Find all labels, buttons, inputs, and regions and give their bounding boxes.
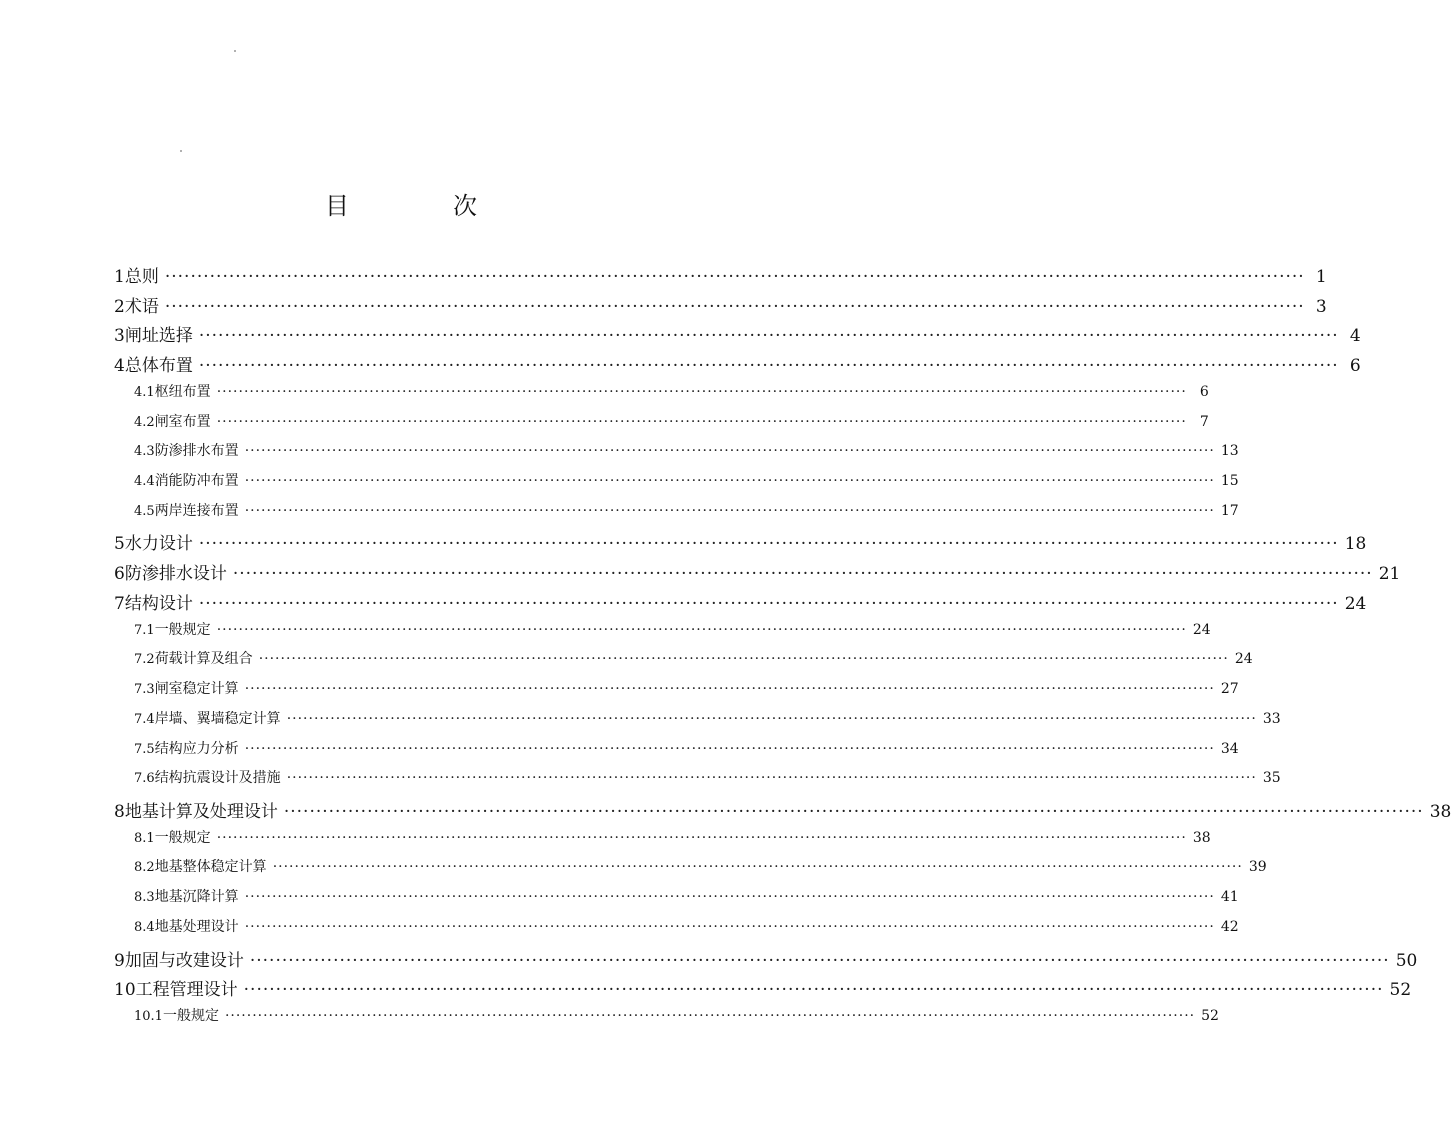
- toc-entry[interactable]: [114, 589, 1367, 619]
- toc-entry-title: 防渗排水布置: [154, 443, 239, 460]
- dot-leader: [199, 594, 1339, 614]
- toc-entry-number: 8.3: [134, 890, 155, 906]
- toc-entry-number: 10: [114, 980, 136, 1001]
- toc-entry-page: 35: [1262, 770, 1281, 787]
- toc-entry[interactable]: [114, 500, 1239, 530]
- toc-entry[interactable]: [114, 351, 1361, 381]
- toc-entry-page: 4: [1349, 326, 1361, 347]
- toc-entry-title: 地基沉降计算: [154, 889, 239, 906]
- toc-entry-page: 33: [1262, 710, 1281, 727]
- toc-entry-title: 两岸连接布置: [154, 502, 239, 519]
- toc-entry[interactable]: [114, 797, 1451, 827]
- toc-entry-title: 防渗排水设计: [124, 564, 227, 585]
- dot-leader: [250, 951, 1390, 971]
- dot-leader: [199, 534, 1339, 554]
- dot-leader: [245, 919, 1215, 935]
- toc-entry-title: 加固与改建设计: [124, 950, 244, 971]
- toc-entry-title: 一般规定: [154, 829, 211, 846]
- toc-entry-page: 34: [1220, 740, 1239, 757]
- toc-entry-page: 38: [1192, 829, 1211, 846]
- dot-leader: [225, 1008, 1195, 1024]
- toc-entry-number: 7.4: [134, 711, 155, 727]
- toc-entry[interactable]: [114, 529, 1367, 559]
- toc-entry-number: 8.1: [134, 830, 155, 846]
- dot-leader: [244, 980, 1384, 1000]
- dot-leader: [245, 889, 1215, 905]
- toc-entry-page: 6: [1199, 383, 1209, 400]
- toc-entry-title: 地基整体稳定计算: [154, 859, 267, 876]
- dot-leader: [245, 443, 1215, 459]
- toc-entry-title: 岸墙、翼墙稳定计算: [154, 710, 281, 727]
- toc-entry-number: 8: [114, 801, 125, 822]
- toc-entry[interactable]: [114, 411, 1209, 441]
- toc-entry[interactable]: [114, 559, 1401, 589]
- toc-entry-page: 6: [1349, 356, 1361, 377]
- toc-entry-title: 结构抗震设计及措施: [154, 770, 281, 787]
- page-title: 目 次: [325, 192, 517, 220]
- toc-entry-number: 8.2: [134, 860, 155, 876]
- toc-entry[interactable]: [114, 470, 1239, 500]
- dot-leader: [199, 356, 1339, 376]
- dot-leader: [273, 859, 1243, 875]
- toc-entry-number: 8.4: [134, 919, 155, 935]
- dot-leader: [287, 711, 1257, 727]
- toc-entry-page: 41: [1220, 889, 1239, 906]
- toc-entry[interactable]: [114, 262, 1327, 292]
- dot-leader: [245, 503, 1215, 519]
- toc-entry-number: 2: [114, 296, 125, 317]
- dot-leader: [245, 681, 1215, 697]
- toc-entry-page: 21: [1378, 564, 1401, 585]
- dot-leader: [217, 414, 1187, 430]
- table-of-contents: [114, 262, 1451, 1035]
- speck-mark: [234, 50, 236, 52]
- toc-entry-number: 10.1: [134, 1008, 163, 1024]
- toc-entry[interactable]: [114, 678, 1239, 708]
- dot-leader: [165, 267, 1305, 287]
- toc-entry-title: 水力设计: [124, 534, 193, 555]
- toc-entry-page: 27: [1220, 681, 1239, 698]
- toc-entry[interactable]: [114, 1005, 1219, 1035]
- toc-entry-title: 枢纽布置: [154, 383, 211, 400]
- toc-entry-title: 一般规定: [154, 621, 211, 638]
- toc-entry-title: 总则: [124, 267, 159, 287]
- dot-leader: [259, 651, 1229, 667]
- toc-entry-page: 24: [1192, 621, 1211, 638]
- toc-entry-page: 52: [1389, 980, 1412, 1001]
- toc-entry[interactable]: [114, 886, 1239, 916]
- toc-entry-number: 7.2: [134, 652, 155, 668]
- toc-entry-page: 50: [1395, 950, 1418, 971]
- toc-entry-title: 工程管理设计: [135, 980, 238, 1001]
- toc-entry-title: 地基处理设计: [154, 918, 239, 935]
- toc-entry-number: 4.3: [134, 444, 155, 460]
- dot-leader: [217, 830, 1187, 846]
- toc-entry-title: 闸室布置: [154, 413, 211, 430]
- toc-entry[interactable]: [114, 916, 1239, 946]
- speck-mark: [180, 150, 182, 152]
- dot-leader: [245, 473, 1215, 489]
- toc-entry-page: 7: [1199, 413, 1209, 430]
- toc-entry-number: 3: [114, 326, 125, 347]
- toc-entry[interactable]: [114, 321, 1361, 351]
- dot-leader: [165, 297, 1305, 317]
- toc-entry-number: 4.2: [134, 414, 155, 430]
- toc-entry-number: 5: [114, 534, 125, 555]
- toc-entry-number: 6: [114, 564, 125, 585]
- toc-entry-page: 13: [1220, 443, 1239, 460]
- toc-entry[interactable]: [114, 975, 1412, 1005]
- toc-entry-title: 地基计算及处理设计: [124, 801, 278, 822]
- toc-entry-number: 7: [114, 593, 125, 614]
- toc-entry-page: 52: [1201, 1007, 1219, 1024]
- dot-leader: [287, 770, 1257, 786]
- toc-entry-number: 4.5: [134, 503, 155, 519]
- toc-entry-title: 结构应力分析: [154, 740, 239, 757]
- toc-entry-page: 24: [1234, 651, 1253, 668]
- toc-entry-title: 结构设计: [124, 593, 193, 614]
- toc-entry-title: 一般规定: [162, 1007, 219, 1024]
- toc-entry-number: 4.1: [134, 384, 155, 400]
- toc-entry[interactable]: [114, 381, 1209, 411]
- toc-entry[interactable]: [114, 946, 1418, 976]
- toc-entry-page: 18: [1344, 534, 1367, 555]
- toc-entry-title: 荷载计算及组合: [154, 651, 253, 668]
- toc-entry-page: 17: [1220, 502, 1239, 519]
- toc-entry-title: 消能防冲布置: [154, 473, 239, 490]
- toc-entry[interactable]: [114, 767, 1281, 797]
- toc-entry-number: 7.6: [134, 771, 155, 787]
- toc-entry[interactable]: [114, 738, 1239, 768]
- toc-entry-page: 24: [1344, 593, 1367, 614]
- toc-entry[interactable]: [114, 856, 1267, 886]
- dot-leader: [233, 564, 1373, 584]
- toc-entry-number: 7.1: [134, 622, 155, 638]
- toc-entry-page: 3: [1315, 296, 1327, 317]
- toc-entry-title: 闸室稳定计算: [154, 681, 239, 698]
- toc-entry-page: 39: [1248, 859, 1267, 876]
- toc-entry-number: 1: [114, 267, 125, 287]
- toc-entry-number: 7.5: [134, 741, 155, 757]
- toc-entry-page: 42: [1220, 918, 1239, 935]
- toc-entry-page: 15: [1220, 473, 1239, 490]
- toc-entry-number: 7.3: [134, 682, 155, 698]
- toc-entry[interactable]: [114, 619, 1211, 649]
- dot-leader: [284, 802, 1424, 822]
- toc-entry[interactable]: [114, 292, 1327, 322]
- toc-entry[interactable]: [114, 440, 1239, 470]
- toc-entry-page: 38: [1429, 801, 1451, 822]
- toc-entry-number: 4: [114, 356, 125, 377]
- toc-entry-number: 9: [114, 950, 125, 971]
- toc-entry-page: 1: [1315, 267, 1327, 287]
- dot-leader: [217, 384, 1187, 400]
- dot-leader: [245, 741, 1215, 757]
- dot-leader: [217, 622, 1187, 638]
- toc-entry[interactable]: [114, 648, 1253, 678]
- toc-entry[interactable]: [114, 827, 1211, 857]
- toc-entry-number: 4.4: [134, 474, 155, 490]
- toc-entry-title: 总体布置: [124, 356, 193, 377]
- dot-leader: [199, 326, 1339, 346]
- toc-entry[interactable]: [114, 708, 1281, 738]
- toc-entry-title: 术语: [124, 296, 159, 317]
- toc-entry-title: 闸址选择: [124, 326, 193, 347]
